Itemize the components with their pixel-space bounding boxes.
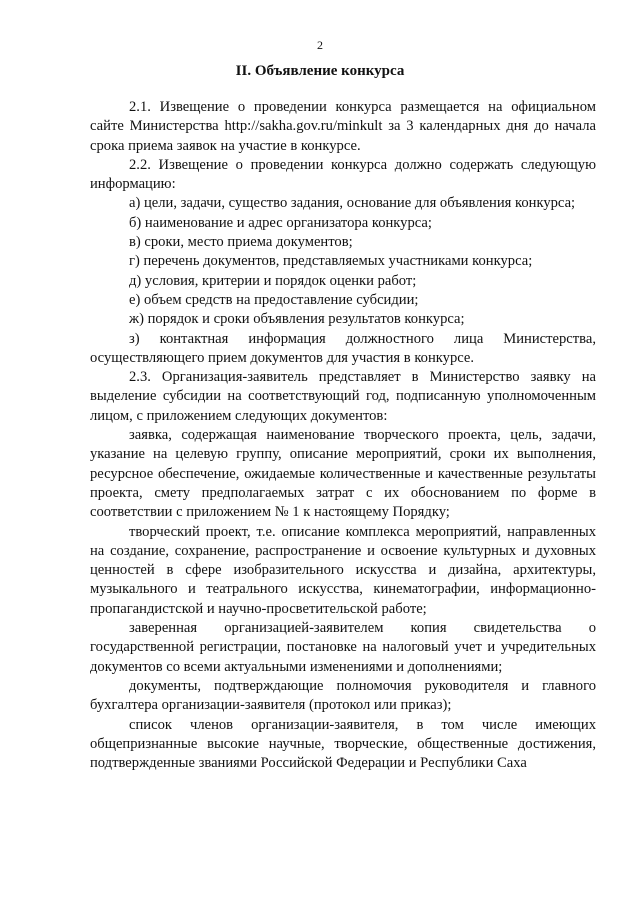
list-item-a: а) цели, задачи, существо задания, основание для объявления конкурса; bbox=[129, 195, 576, 212]
paragraph-2-2: 2.2. Извещение о проведении конкурса должно содержать следующую информацию: bbox=[90, 156, 596, 193]
list-item-zh: ж) порядок и сроки объявления результатов конкурса; bbox=[129, 311, 465, 328]
document-item-registration-copy: заверенная организацией-заявителем копия свидетельства о государственной регистрации, постановке на налоговый учет и учредительных документов со всеми актуальными изменениями и дополнениями; bbox=[90, 620, 596, 675]
page-number: 2 bbox=[317, 38, 323, 52]
list-item-d: д) условия, критерии и порядок оценки работ; bbox=[129, 272, 417, 289]
section-title: II. Объявление конкурса bbox=[235, 63, 405, 79]
document-body bbox=[90, 98, 596, 773]
document-item-application: заявка, содержащая наименование творческого проекта, цель, задачи, указание на целевую группу, описание мероприятий, сроки их выполнения, ресурсное обеспечение, ожидаемые количественные и качественные результаты проекта, смету предполагаемых затрат с их обоснованием по форме в соответствии с приложением № 1 к настоящему Порядку; bbox=[90, 427, 596, 521]
document-item-creative-project: творческий проект, т.е. описание комплекса мероприятий, направленных на создание, сохранение, распространение и освоение культурных и духовных ценностей в сфере изобразительного искусства и дизайна, архитектуры, музыкального и театрального искусства, кинематографии, информационно-пропагандистской и научно-просветительской работе; bbox=[90, 523, 596, 617]
document-item-member-list: список членов организации-заявителя, в том числе имеющих общепризнанные высокие научные, творческие, общественные достижения, подтвержденные званиями Российской Федерации и Республики Саха bbox=[90, 716, 596, 772]
paragraph-2-1: 2.1. Извещение о проведении конкурса размещается на официальном сайте Министерства http://sakha.gov.ru/minkult за 3 календарных дня до начала срока приема заявок на участие в конкурсе. bbox=[90, 99, 596, 154]
document-item-authority-docs: документы, подтверждающие полномочия руководителя и главного бухгалтера организации-заявителя (протокол или приказ); bbox=[90, 677, 596, 714]
list-item-e: е) объем средств на предоставление субсидии; bbox=[129, 291, 419, 308]
list-item-g: г) перечень документов, представляемых участниками конкурса; bbox=[129, 253, 533, 270]
paragraph-2-3: 2.3. Организация-заявитель представляет в Министерство заявку на выделение субсидии на соответствующий год, подписанную уполномоченным лицом, с приложением следующих документов: bbox=[90, 369, 596, 424]
list-item-v: в) сроки, место приема документов; bbox=[129, 234, 353, 251]
list-item-b: б) наименование и адрес организатора конкурса; bbox=[129, 214, 432, 231]
list-item-z: з) контактная информация должностного лица Министерства, осуществляющего прием документов для участия в конкурсе. bbox=[90, 330, 596, 366]
